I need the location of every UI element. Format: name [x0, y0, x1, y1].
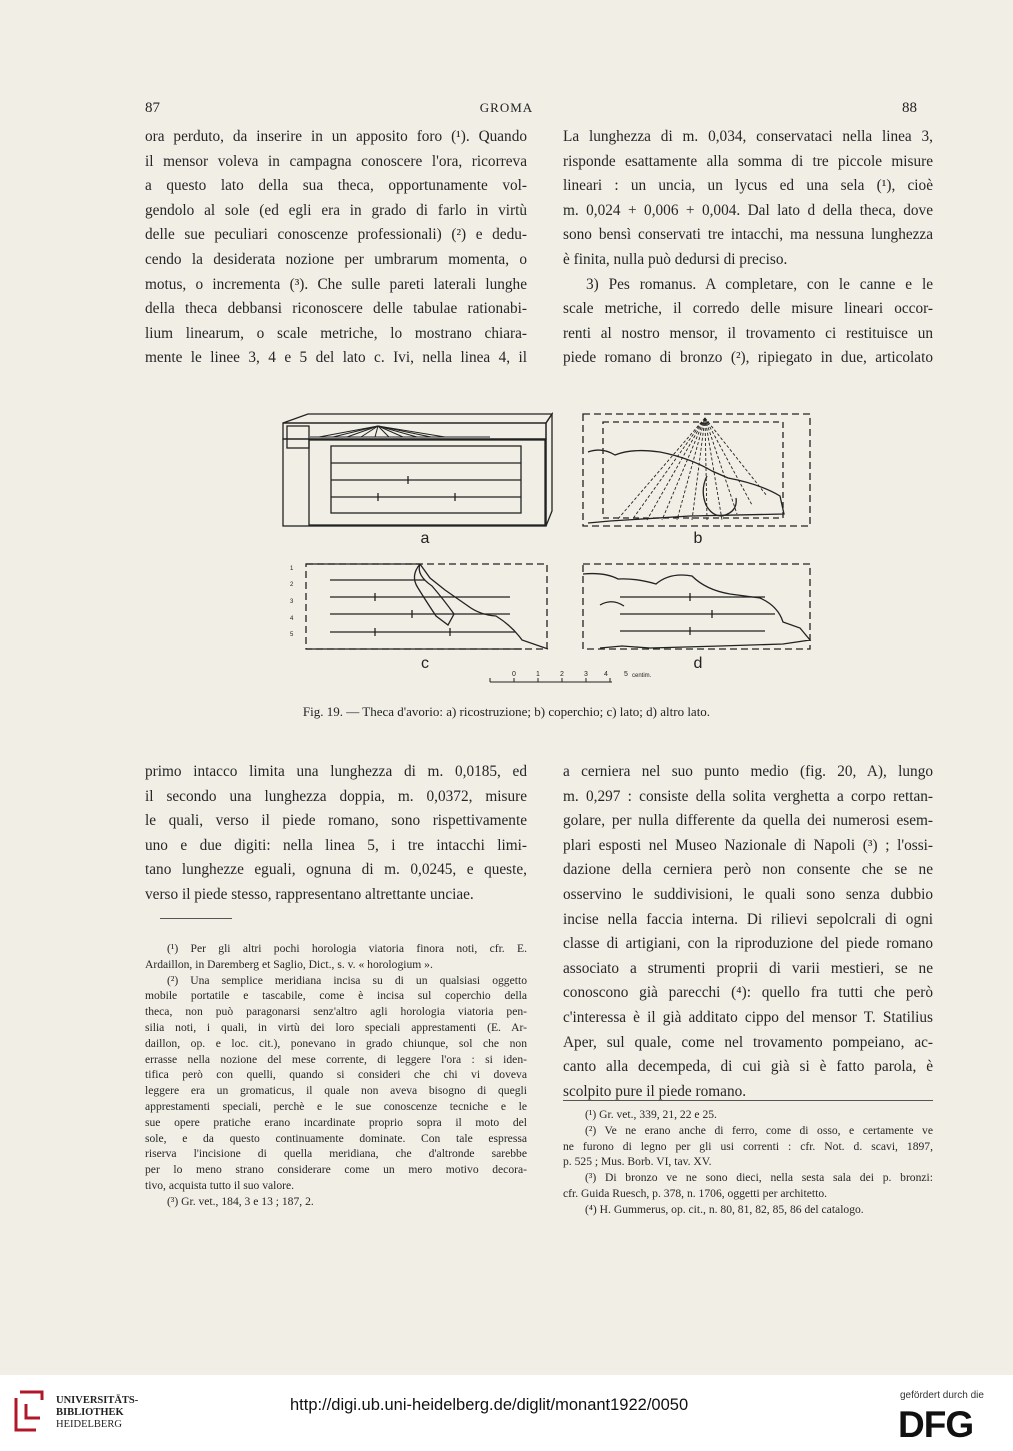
- library-line: UNIVERSITÄTS-: [56, 1395, 139, 1406]
- footnote-line: tifica però con quelli, quando si consideri che chi vi doveva: [145, 1068, 527, 1082]
- permalink-url[interactable]: http://digi.ub.uni-heidelberg.de/diglit/monant1922/0050: [290, 1396, 689, 1414]
- line-number: 1: [290, 566, 294, 572]
- figure-19: [0, 0, 1013, 700]
- text-line: lineari : un uncia, un lycus ed una sela (¹), cioè: [563, 177, 933, 195]
- scale-unit: centim.: [632, 673, 652, 679]
- footnote-line: p. 525 ; Mus. Borb. VI, tav. XV.: [563, 1155, 712, 1169]
- footnote-line: (¹) Per gli altri pochi horologia viatoria finora noti, cfr. E.: [167, 942, 527, 955]
- text-line: lium linearum, o scale metriche, lo mostrano chiara-: [145, 324, 527, 342]
- footnote-line: apprestamenti speciali, perchè e le sue conoscenze tecniche e le: [145, 1099, 527, 1113]
- footnote-line: per lo meno strano considerare come un mero motivo decora-: [145, 1163, 527, 1177]
- text-line: sono bensì conservati tre intacchi, ma nessuna lunghezza: [563, 226, 933, 244]
- footnote-line: (⁴) H. Gummerus, op. cit., n. 80, 81, 82, 85, 86 del catalogo.: [585, 1202, 864, 1216]
- fig-label-d: d: [693, 655, 703, 672]
- fig-label-a: a: [420, 530, 430, 547]
- page-number-right: 88: [902, 100, 917, 116]
- scale-tick-label: 0: [512, 671, 516, 678]
- text-line: osservino le suddivisioni, le quali sono senza dubbio: [563, 885, 933, 903]
- footnote-line: riserva l'incisione di quella meridiana, che d'altronde sarebbe: [145, 1147, 527, 1161]
- text-line: il secondo una lunghezza doppia, m. 0,0372, misure: [145, 787, 527, 805]
- text-line: uno e due digiti: nella linea 5, i tre intacchi limi-: [145, 836, 527, 854]
- text-line: a questo lato della sua theca, opportunamente vol-: [145, 177, 527, 195]
- footnote-line: silia noti, i quali, in virtù dei loro speciali apprestamenti (E. Ar-: [145, 1020, 527, 1034]
- text-line: conoscono già parecchi (⁴): quello fra tutti che però: [563, 984, 933, 1002]
- text-line: motus, o incrementa (³). Che sulle pareti laterali lunghe: [145, 275, 527, 293]
- scale-tick-label: 2: [560, 671, 564, 678]
- text-line: piede romano di bronzo (²), ripiegato in due, articolato: [563, 349, 933, 367]
- page-number-left: 87: [145, 100, 160, 116]
- theca-side-d-drawing: [583, 564, 810, 649]
- footnote-line: mobile portatile e tascabile, come è incisa sul coperchio della: [145, 989, 527, 1003]
- theca-lid-drawing: [583, 414, 810, 526]
- scale-tick-label: 1: [536, 671, 540, 678]
- text-line: La lunghezza di m. 0,034, conservataci nella linea 3,: [563, 128, 933, 145]
- line-number: 2: [290, 582, 294, 588]
- text-line: incise nella faccia interna. Di rilievi sepolcrali di ogni: [563, 910, 933, 928]
- footnote-line: Ardaillon, in Daremberg et Saglio, Dict., s. v. « horologium ».: [145, 957, 433, 971]
- text-line: verso il piede stesso, rappresentano altrettante unciae.: [145, 885, 474, 903]
- scale-bar: [490, 678, 612, 682]
- footnote-rule-left: [160, 918, 232, 919]
- text-line: mente le linee 3, 4 e 5 del lato c. Ivi, nella linea 4, il: [145, 349, 527, 367]
- text-line: m. 0,297 : consiste della solita verghetta a corpo rettan-: [563, 787, 933, 805]
- library-name: [56, 1395, 138, 1431]
- text-line: primo intacco limita una lunghezza di m. 0,0185, ed: [145, 763, 527, 780]
- footnote-line: sue opere pratiche erano incardinate proprio sopra il moto del: [145, 1115, 527, 1129]
- scale-tick-label: 5: [624, 671, 628, 678]
- text-line: m. 0,024 + 0,006 + 0,004. Dal lato d della theca, dove: [563, 201, 933, 219]
- text-line: dazione della cerniera però non consente che se ne: [563, 861, 933, 879]
- text-line: golare, per nulla differente da quella dei numerosi esem-: [563, 812, 933, 830]
- footnote-line: (¹) Gr. vet., 339, 21, 22 e 25.: [585, 1108, 717, 1121]
- text-line: è finita, nulla può dedursi di preciso.: [563, 250, 788, 268]
- footnote-line: ne furono di legno per gli usi correnti : cfr. Not. d. scavi, 1897,: [563, 1139, 933, 1153]
- text-line: cendo la desiderata nozione per umbrarum momenta, o: [145, 250, 527, 268]
- text-line: delle sue peculiari conoscenze professionali) (²) e dedu-: [145, 226, 527, 244]
- bottom-right-text: [563, 760, 933, 1104]
- text-line: le quali, verso il piede romano, sono rispettivamente: [145, 812, 527, 830]
- bottom-left-text: [145, 760, 527, 908]
- text-line: risponde esattamente alla somma di tre piccole misure: [563, 152, 933, 170]
- footnote-line: (²) Ve ne erano anche di ferro, come di osso, e certamente ve: [585, 1123, 933, 1137]
- footnote-line: daillon, op. e loc. cit.), ponevano in grado chiunque, sol che non: [145, 1036, 527, 1050]
- text-line: canto alla decempeda, di cui già si è fatto parola, è: [563, 1058, 933, 1076]
- library-logo-icon: [12, 1388, 50, 1434]
- text-line: ora perduto, da inserire in un apposito foro (¹). Quando: [145, 128, 527, 145]
- footnote-line: theca, non può paragonarsi senz'altro agli horologia viatoria pen-: [145, 1005, 527, 1019]
- scale-tick-label: 3: [584, 671, 588, 678]
- scale-tick-label: 4: [604, 671, 608, 678]
- line-number: 4: [290, 616, 294, 622]
- text-line: classe di artigiani, con la riproduzione del piede romano: [563, 935, 933, 953]
- footnotes-right: [563, 1107, 933, 1218]
- text-line: tano lunghezze eguali, ognuna di m. 0,0245, e queste,: [145, 861, 527, 879]
- running-head: GROMA: [479, 100, 534, 115]
- dfg-logo: DFG: [898, 1404, 974, 1445]
- library-line: HEIDELBERG: [56, 1419, 122, 1430]
- footnote-line: (³) Gr. vet., 184, 3 e 13 ; 187, 2.: [167, 1194, 314, 1208]
- text-line: plari esposti nel Museo Nazionale di Napoli (³) ; l'ossi-: [563, 836, 933, 854]
- footnote-line: leggere era un gromaticus, il quale non aveva bisogno di quegli: [145, 1084, 527, 1098]
- footnote-line: tivo, acquista tutto il suo valore.: [145, 1178, 295, 1192]
- text-line: renti al nostro mensor, il trovamento ci restituisce un: [563, 324, 933, 342]
- text-line: a cerniera nel suo punto medio (fig. 20, A), lungo: [563, 763, 933, 780]
- line-number: 5: [290, 632, 294, 638]
- theca-reconstruction-drawing: [283, 414, 552, 526]
- text-line: il mensor voleva in campagna conoscere l'ora, ricorreva: [145, 152, 527, 170]
- line-number: 3: [290, 599, 294, 605]
- funded-by-text: gefördert durch die: [900, 1390, 984, 1401]
- text-line: 3) Pes romanus. A completare, con le canne e le: [586, 275, 933, 293]
- library-line: BIBLIOTHEK: [56, 1407, 124, 1418]
- text-line: Aper, sul quale, come nel trovamento pompeiano, ac-: [563, 1033, 933, 1051]
- footnote-line: sole, e da questo continuamente dominate. Con tale espressa: [145, 1131, 527, 1145]
- fig-label-b: b: [693, 530, 703, 547]
- text-line: della theca debbansi riconoscere delle tabulae rationabi-: [145, 300, 527, 318]
- text-line: associato a strumenti proprii di varii mestieri, se ne: [563, 959, 933, 977]
- text-line: gendolo al sole (ed egli era in grado di farlo in virtù: [145, 201, 527, 219]
- footnote-rule-right: [563, 1100, 933, 1101]
- figure-caption: Fig. 19. — Theca d'avorio: a) ricostruzione; b) coperchio; c) lato; d) altro lato.: [302, 704, 711, 719]
- fig-label-c: c: [421, 655, 429, 672]
- text-line: scolpito pure il piede romano.: [563, 1082, 747, 1100]
- text-line: c'interessa è il già additato cippo del mensor T. Statilius: [563, 1008, 933, 1026]
- footnote-line: cfr. Guida Ruesch, p. 378, n. 1706, oggetti per architetto.: [563, 1186, 828, 1200]
- footnote-line: (²) Una semplice meridiana incisa su di un qualsiasi oggetto: [167, 973, 527, 987]
- text-line: scale metriche, il corredo delle misure lineari occor-: [563, 300, 933, 318]
- footnotes-left: [145, 941, 527, 1210]
- footnote-line: errasse nella nozione del mese corrente, di leggere l'ora : si iden-: [145, 1052, 527, 1066]
- footnote-line: (³) Di bronzo ve ne sono dieci, nella sesta sala dei p. bronzi:: [585, 1171, 933, 1185]
- theca-side-c-drawing: [306, 564, 548, 649]
